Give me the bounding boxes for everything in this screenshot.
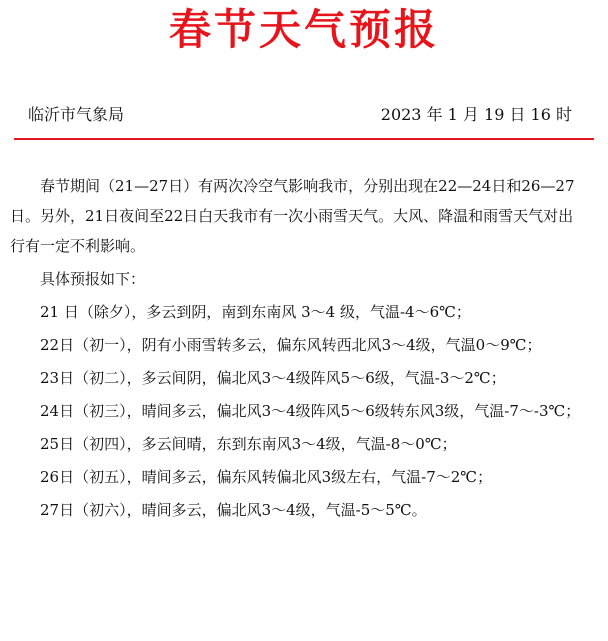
issuing-agency: 临沂市气象局 — [28, 105, 125, 124]
forecast-day-25: 25日（初四），多云间晴，东到东南风3～4级，气温-8～0℃； — [40, 435, 457, 453]
header-divider — [14, 138, 594, 140]
forecast-day-26: 26日（初五），晴间多云，偏东风转偏北风3级左右，气温-7～2℃； — [40, 468, 493, 486]
document-header — [24, 103, 572, 127]
forecast-day-27: 27日（初六），晴间多云，偏北风3～4级，气温-5～5℃。 — [40, 501, 427, 519]
forecast-day-21: 21 日（除夕），多云到阴，南到东南风 3～4 级，气温-4～6℃； — [40, 303, 471, 321]
forecast-heading: 具体预报如下： — [40, 270, 146, 288]
page-title: 春节天气预报 — [168, 5, 439, 54]
intro-paragraph: 春节期间（21—27日）有两次冷空气影响我市，分别出现在22—24日和26—27日。另外，21日夜间至22日白天我市有一次小雨雪天气。大风、降温和雨雪天气对出行有一定不利影响。 — [10, 177, 575, 255]
forecast-day-22: 22日（初一），阴有小雨雪转多云，偏东风转西北风3～4级，气温0～9℃； — [40, 336, 542, 354]
forecast-day-24: 24日（初三），晴间多云，偏北风3～4级阵风5～6级转东风3级，气温-7～-3℃； — [40, 402, 581, 420]
forecast-day-23: 23日（初二），多云间阴，偏北风3～4级阵风5～6级，气温-3～2℃； — [40, 369, 506, 387]
issue-datetime: 2023 年 1 月 19 日 16 时 — [380, 105, 572, 124]
document-body — [10, 171, 585, 525]
